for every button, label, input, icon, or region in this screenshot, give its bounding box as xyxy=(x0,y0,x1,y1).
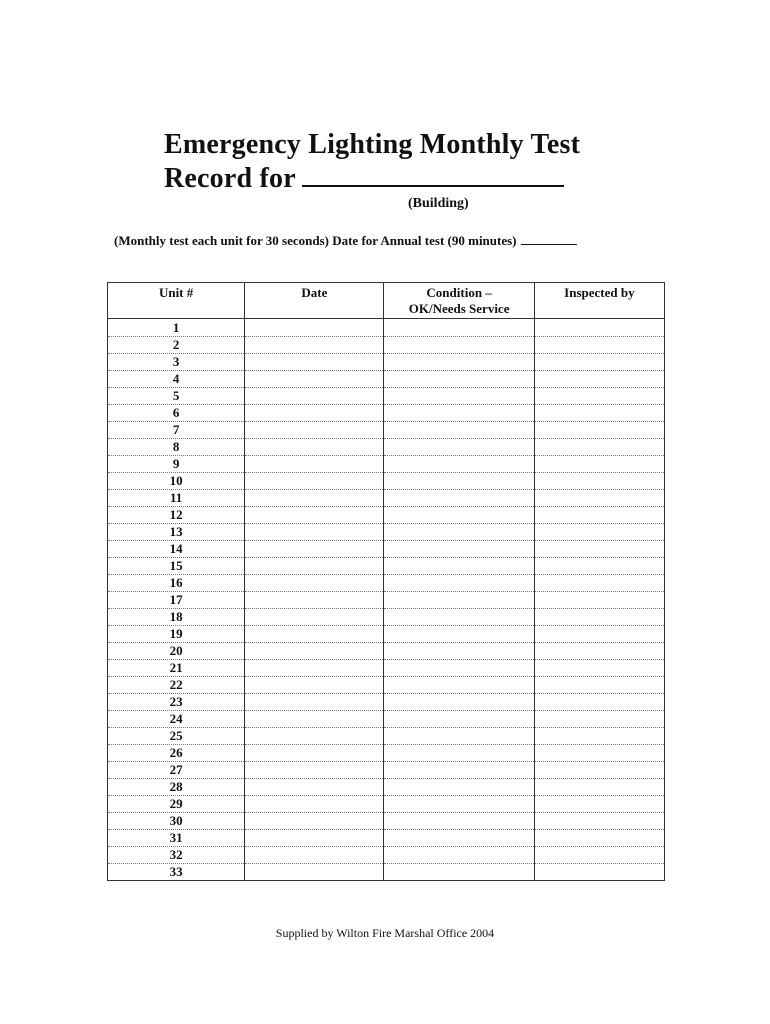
unit-number-cell: 19 xyxy=(108,626,245,643)
unit-number-cell: 24 xyxy=(108,711,245,728)
condition-cell[interactable] xyxy=(384,660,534,677)
unit-number-cell: 29 xyxy=(108,796,245,813)
unit-number-cell: 28 xyxy=(108,779,245,796)
unit-number-cell: 16 xyxy=(108,575,245,592)
building-caption: (Building) xyxy=(408,196,469,211)
inspected-by-cell[interactable] xyxy=(534,762,664,779)
table-row xyxy=(108,779,665,796)
table-row xyxy=(108,864,665,881)
unit-number-cell: 17 xyxy=(108,592,245,609)
title-line-1: Emergency Lighting Monthly Test xyxy=(164,129,581,160)
inspected-by-cell[interactable] xyxy=(534,813,664,830)
condition-cell[interactable] xyxy=(384,490,534,507)
record-for-label: Record for xyxy=(164,163,296,194)
table-row xyxy=(108,439,665,456)
table-row xyxy=(108,354,665,371)
condition-cell[interactable] xyxy=(384,847,534,864)
table-row xyxy=(108,319,665,337)
inspected-by-cell[interactable] xyxy=(534,694,664,711)
date-cell[interactable] xyxy=(245,575,384,592)
header-condition-line-1: Condition – xyxy=(426,285,492,300)
unit-number-cell: 11 xyxy=(108,490,245,507)
date-cell[interactable] xyxy=(245,864,384,881)
condition-cell[interactable] xyxy=(384,507,534,524)
date-cell[interactable] xyxy=(245,711,384,728)
condition-cell[interactable] xyxy=(384,694,534,711)
table-row xyxy=(108,813,665,830)
inspected-by-cell[interactable] xyxy=(534,592,664,609)
table-row xyxy=(108,490,665,507)
table-row xyxy=(108,847,665,864)
unit-number-cell: 7 xyxy=(108,422,245,439)
inspected-by-cell[interactable] xyxy=(534,371,664,388)
date-cell[interactable] xyxy=(245,643,384,660)
header-row xyxy=(108,283,665,319)
date-cell[interactable] xyxy=(245,456,384,473)
unit-number-cell: 15 xyxy=(108,558,245,575)
unit-number-cell: 2 xyxy=(108,337,245,354)
condition-cell[interactable] xyxy=(384,762,534,779)
table-row xyxy=(108,507,665,524)
table-row xyxy=(108,626,665,643)
inspected-by-cell[interactable] xyxy=(534,643,664,660)
unit-number-cell: 21 xyxy=(108,660,245,677)
date-cell[interactable] xyxy=(245,507,384,524)
condition-cell[interactable] xyxy=(384,592,534,609)
inspected-by-cell[interactable] xyxy=(534,405,664,422)
date-cell[interactable] xyxy=(245,558,384,575)
date-cell[interactable] xyxy=(245,779,384,796)
table-row xyxy=(108,575,665,592)
inspected-by-cell[interactable] xyxy=(534,422,664,439)
condition-cell[interactable] xyxy=(384,456,534,473)
date-cell[interactable] xyxy=(245,813,384,830)
date-cell[interactable] xyxy=(245,592,384,609)
inspected-by-cell[interactable] xyxy=(534,337,664,354)
inspected-by-cell[interactable] xyxy=(534,864,664,881)
unit-number-cell: 4 xyxy=(108,371,245,388)
date-cell[interactable] xyxy=(245,677,384,694)
condition-cell[interactable] xyxy=(384,388,534,405)
building-name-blank[interactable] xyxy=(302,163,564,187)
inspected-by-cell[interactable] xyxy=(534,677,664,694)
condition-cell[interactable] xyxy=(384,813,534,830)
table-row xyxy=(108,456,665,473)
date-cell[interactable] xyxy=(245,422,384,439)
inspected-by-cell[interactable] xyxy=(534,728,664,745)
condition-cell[interactable] xyxy=(384,473,534,490)
condition-cell[interactable] xyxy=(384,830,534,847)
header-condition xyxy=(384,283,534,319)
condition-cell[interactable] xyxy=(384,745,534,762)
table-row xyxy=(108,524,665,541)
footer-credit: Supplied by Wilton Fire Marshal Office 2004 xyxy=(275,926,495,940)
header-date: Date xyxy=(245,283,384,319)
table-row xyxy=(108,643,665,660)
condition-cell[interactable] xyxy=(384,626,534,643)
unit-number-cell: 25 xyxy=(108,728,245,745)
condition-cell[interactable] xyxy=(384,796,534,813)
table-row xyxy=(108,711,665,728)
instructions-text: (Monthly test each unit for 30 seconds) Date for Annual test (90 minutes) xyxy=(114,233,517,248)
date-cell[interactable] xyxy=(245,541,384,558)
inspected-by-cell[interactable] xyxy=(534,830,664,847)
table-row xyxy=(108,337,665,354)
date-cell[interactable] xyxy=(245,830,384,847)
date-cell[interactable] xyxy=(245,354,384,371)
table-row xyxy=(108,558,665,575)
date-cell[interactable] xyxy=(245,796,384,813)
unit-number-cell: 1 xyxy=(108,319,245,337)
inspected-by-cell[interactable] xyxy=(534,711,664,728)
condition-cell[interactable] xyxy=(384,643,534,660)
inspected-by-cell[interactable] xyxy=(534,319,664,337)
instructions-line xyxy=(114,233,577,249)
date-cell[interactable] xyxy=(245,626,384,643)
date-cell[interactable] xyxy=(245,371,384,388)
unit-number-cell: 23 xyxy=(108,694,245,711)
table-row xyxy=(108,422,665,439)
table-row xyxy=(108,388,665,405)
unit-number-cell: 31 xyxy=(108,830,245,847)
unit-number-cell: 3 xyxy=(108,354,245,371)
unit-number-cell: 33 xyxy=(108,864,245,881)
table-row xyxy=(108,796,665,813)
inspected-by-cell[interactable] xyxy=(534,575,664,592)
inspected-by-cell[interactable] xyxy=(534,541,664,558)
condition-cell[interactable] xyxy=(384,405,534,422)
inspected-by-cell[interactable] xyxy=(534,388,664,405)
condition-cell[interactable] xyxy=(384,711,534,728)
unit-number-cell: 8 xyxy=(108,439,245,456)
title-line-2 xyxy=(164,162,624,196)
unit-number-cell: 32 xyxy=(108,847,245,864)
inspected-by-cell[interactable] xyxy=(534,456,664,473)
table-row xyxy=(108,609,665,626)
date-cell[interactable] xyxy=(245,847,384,864)
table-row xyxy=(108,830,665,847)
inspected-by-cell[interactable] xyxy=(534,660,664,677)
unit-number-cell: 18 xyxy=(108,609,245,626)
unit-number-cell: 12 xyxy=(108,507,245,524)
inspected-by-cell[interactable] xyxy=(534,473,664,490)
unit-number-cell: 10 xyxy=(108,473,245,490)
inspected-by-cell[interactable] xyxy=(534,439,664,456)
table-row xyxy=(108,473,665,490)
table-row xyxy=(108,762,665,779)
date-cell[interactable] xyxy=(245,439,384,456)
unit-number-cell: 22 xyxy=(108,677,245,694)
condition-cell[interactable] xyxy=(384,864,534,881)
inspected-by-cell[interactable] xyxy=(534,626,664,643)
date-cell[interactable] xyxy=(245,762,384,779)
unit-number-cell: 14 xyxy=(108,541,245,558)
table-row xyxy=(108,745,665,762)
condition-cell[interactable] xyxy=(384,354,534,371)
unit-number-cell: 13 xyxy=(108,524,245,541)
condition-cell[interactable] xyxy=(384,558,534,575)
date-cell[interactable] xyxy=(245,490,384,507)
date-cell[interactable] xyxy=(245,388,384,405)
unit-number-cell: 9 xyxy=(108,456,245,473)
inspected-by-cell[interactable] xyxy=(534,354,664,371)
inspected-by-cell[interactable] xyxy=(534,524,664,541)
form-title xyxy=(164,128,624,196)
condition-cell[interactable] xyxy=(384,541,534,558)
date-cell[interactable] xyxy=(245,337,384,354)
unit-number-cell: 20 xyxy=(108,643,245,660)
table-body xyxy=(108,319,665,881)
condition-cell[interactable] xyxy=(384,728,534,745)
inspected-by-cell[interactable] xyxy=(534,507,664,524)
unit-number-cell: 5 xyxy=(108,388,245,405)
table-row xyxy=(108,728,665,745)
date-cell[interactable] xyxy=(245,473,384,490)
unit-number-cell: 26 xyxy=(108,745,245,762)
inspected-by-cell[interactable] xyxy=(534,609,664,626)
unit-number-cell: 30 xyxy=(108,813,245,830)
table-row xyxy=(108,592,665,609)
date-cell[interactable] xyxy=(245,728,384,745)
unit-number-cell: 6 xyxy=(108,405,245,422)
condition-cell[interactable] xyxy=(384,677,534,694)
table-row xyxy=(108,677,665,694)
date-cell[interactable] xyxy=(245,660,384,677)
inspected-by-cell[interactable] xyxy=(534,779,664,796)
condition-cell[interactable] xyxy=(384,319,534,337)
condition-cell[interactable] xyxy=(384,422,534,439)
table-row xyxy=(108,694,665,711)
header-inspected-by: Inspected by xyxy=(534,283,664,319)
inspected-by-cell[interactable] xyxy=(534,796,664,813)
condition-cell[interactable] xyxy=(384,575,534,592)
table-row xyxy=(108,405,665,422)
header-condition-line-2: OK/Needs Service xyxy=(408,301,510,316)
inspected-by-cell[interactable] xyxy=(534,490,664,507)
condition-cell[interactable] xyxy=(384,337,534,354)
condition-cell[interactable] xyxy=(384,524,534,541)
date-cell[interactable] xyxy=(245,745,384,762)
date-cell[interactable] xyxy=(245,405,384,422)
date-cell[interactable] xyxy=(245,319,384,337)
inspected-by-cell[interactable] xyxy=(534,558,664,575)
date-cell[interactable] xyxy=(245,694,384,711)
header-unit: Unit # xyxy=(108,283,245,319)
table-row xyxy=(108,660,665,677)
table-row xyxy=(108,371,665,388)
inspected-by-cell[interactable] xyxy=(534,745,664,762)
test-record-table xyxy=(107,282,665,881)
inspected-by-cell[interactable] xyxy=(534,847,664,864)
table-row xyxy=(108,541,665,558)
condition-cell[interactable] xyxy=(384,779,534,796)
unit-number-cell: 27 xyxy=(108,762,245,779)
date-cell[interactable] xyxy=(245,609,384,626)
date-cell[interactable] xyxy=(245,524,384,541)
annual-test-date-blank[interactable] xyxy=(521,234,577,245)
condition-cell[interactable] xyxy=(384,371,534,388)
condition-cell[interactable] xyxy=(384,609,534,626)
condition-cell[interactable] xyxy=(384,439,534,456)
